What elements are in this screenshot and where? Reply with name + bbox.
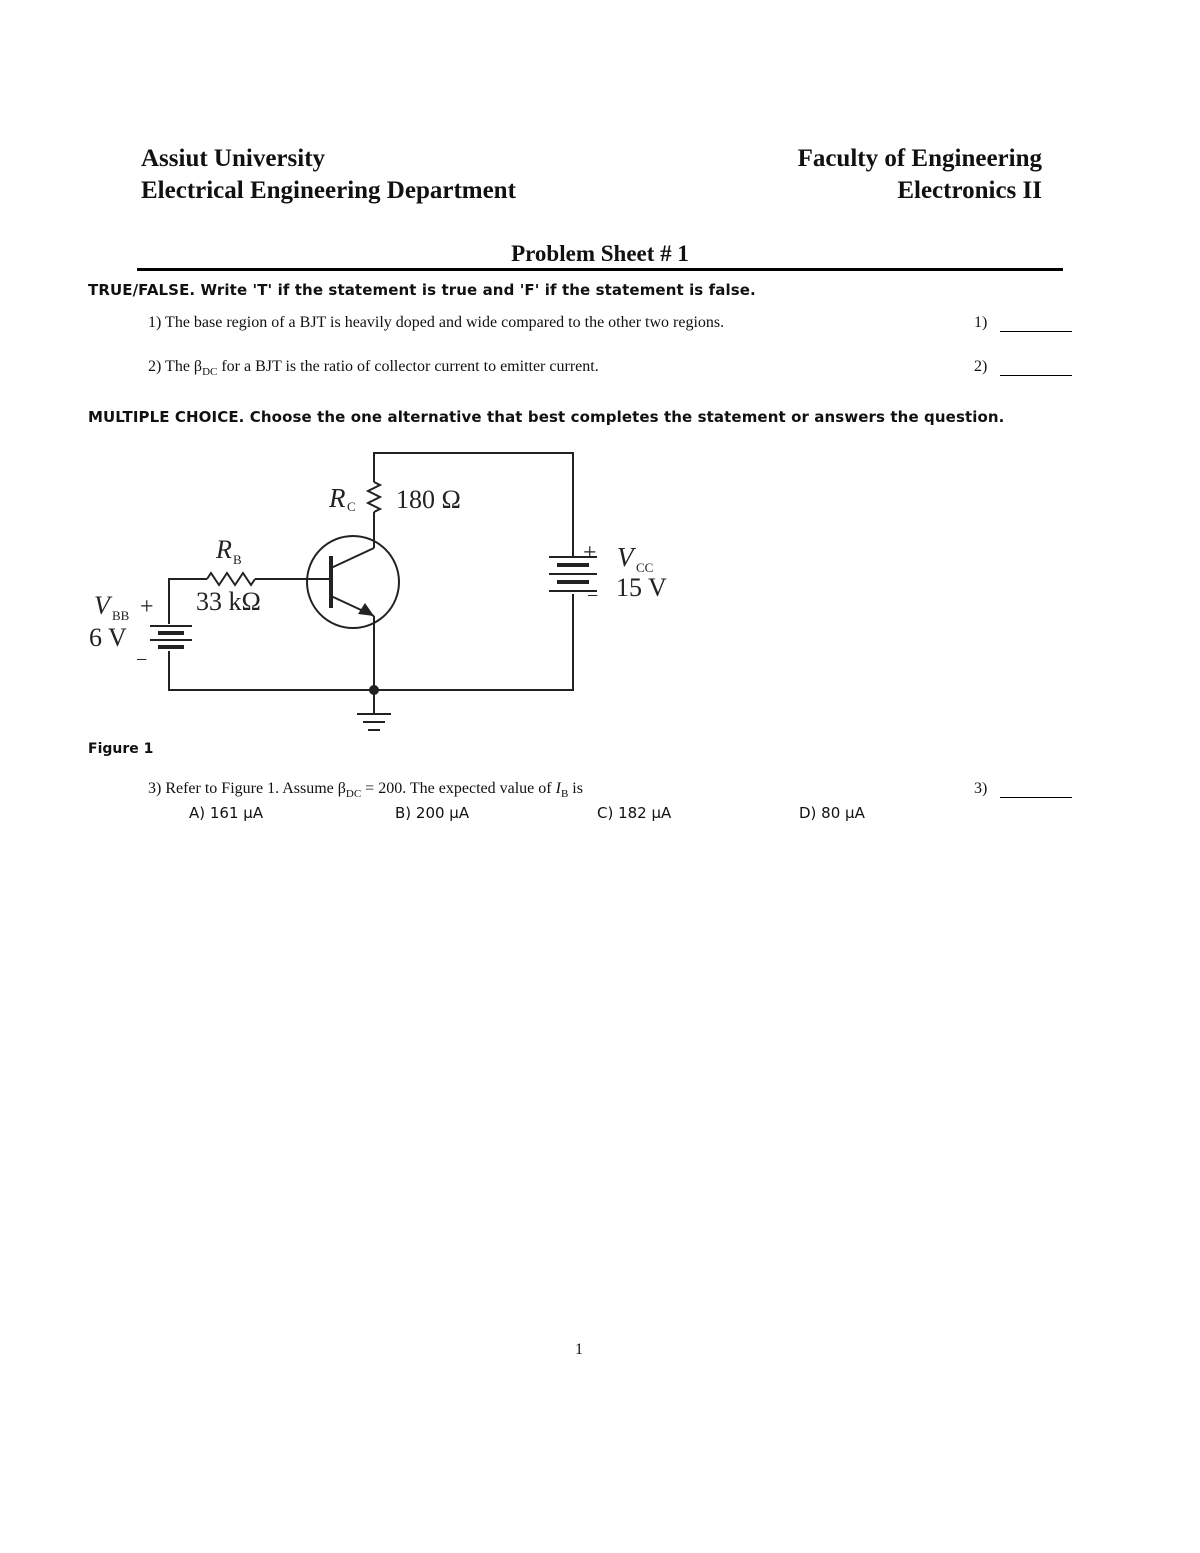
vcc-plus: + [583,540,597,566]
vcc-sub: CC [636,560,654,575]
transistor-collector-lead [331,548,374,568]
rb-label: R [216,535,232,564]
choice-a[interactable]: A) 161 μA [189,804,264,822]
question-1-number: 1) [974,314,988,331]
rc-value: 180 Ω [396,485,461,514]
question-1-text: 1) The base region of a BJT is heavily doped and wide compared to the other two regions. [148,314,725,331]
rc-resistor [368,482,380,512]
rb-resistor [207,573,255,585]
figure-caption: Figure 1 [88,741,154,757]
ground-junction-dot [369,685,379,695]
question-2-text: 2) The $\beta_{DC}$ for a BJT is the ratio of collector current to emitter current. [148,358,599,379]
rc-label: R [329,483,346,513]
vcc-value: 15 V [616,573,667,602]
question-3-answer-blank[interactable] [1000,797,1072,798]
department-name: Electrical Engineering Department [141,177,516,204]
question-2-number: 2) [974,358,988,375]
vbb-plus: + [140,594,154,620]
vbb-minus: − [136,649,148,671]
transistor-circle [307,536,399,628]
figure-1-circuit [0,0,1200,760]
rc-sub: C [347,499,356,514]
faculty-name: Faculty of Engineering [797,145,1042,172]
vcc-label: V [617,542,634,572]
question-3-text: 3) Refer to Figure 1. Assume $\beta_{DC} = 200$. The expected value of $I_B$ is [148,780,583,801]
page-title: Problem Sheet # 1 [511,241,689,266]
choice-d[interactable]: D) 80 μA [799,804,865,822]
course-name: Electronics II [897,177,1042,204]
vbb-value: 6 V [89,623,127,652]
choice-c[interactable]: C) 182 μA [597,804,672,822]
question-3-number: 3) [974,780,988,797]
true-false-heading: TRUE/FALSE. Write 'T' if the statement is true and 'F' if the statement is false. [88,281,756,299]
vbb-sub: BB [112,608,130,623]
vbb-label: V [94,591,110,620]
vcc-minus: − [587,585,599,607]
choice-b[interactable]: B) 200 μA [395,804,470,822]
rb-value: 33 kΩ [196,587,261,616]
multiple-choice-heading: MULTIPLE CHOICE. Choose the one alternative that best completes the statement or answers the question. [88,408,1005,426]
page-number: 1 [575,1341,583,1358]
university-name: Assiut University [141,145,326,172]
rb-sub: B [233,552,242,567]
